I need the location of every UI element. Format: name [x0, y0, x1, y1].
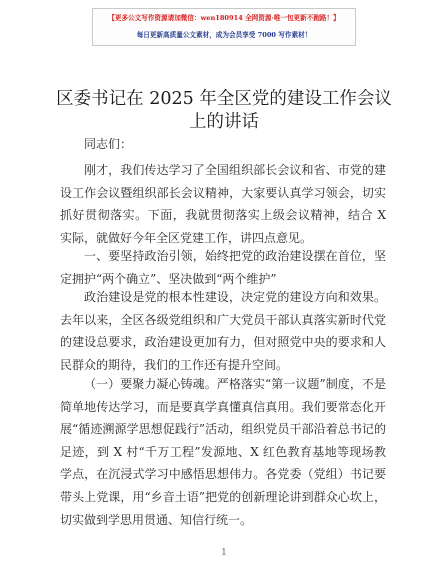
promo-banner: [92, 8, 356, 46]
promo-banner-line-2: 每日更新高质量公文素材，成为会员享受 7000 写作素材！: [136, 31, 312, 39]
document-title: 区委书记在 2025 年全区党的建设工作会议上的讲话: [56, 89, 392, 132]
subsection-1: （一）要聚力凝心铸魂。严格落实“第一议题”制度，不是简单地传达学习，而是要真学真懂真信真用。我们要常态化开展“循迹溯源学思想促践行”活动，组织党员干部沿着总书记的足迹，到 X 村“千万工程”发源地、X 红色教育基地等现场教学点，在沉浸式学习中感悟思想伟力。各党委（党组）书记要带头上党课，用“乡音土语”把党的创新理论讲到群众心坎上，切实做到学思用贯通、知信行统一。: [60, 377, 386, 527]
page-number: 1: [221, 548, 227, 558]
section-heading-1: 一、要坚持政治引领，始终把党的政治建设摆在首位，坚定拥护“两个确立”、坚决做到“两个维护”: [60, 249, 386, 286]
paragraph-opening: 刚才，我们传达学习了全国组织部长会议和省、市党的建设工作会议暨组织部长会议精神，大家要认真学习领会，切实抓好贯彻落实。下面，我就贯彻落实上级会议精神，结合 X 实际，就做好今年全区党建工作，讲四点意见。: [60, 163, 386, 245]
paragraph-political-building: 政治建设是党的根本性建设，决定党的建设方向和效果。去年以来，全区各级党组织和广大党员干部认真落实新时代党的建设总要求，政治建设更加有力，但对照党中央的要求和人民群众的期待，我们的工作还有提升空间。: [60, 290, 386, 372]
salutation: 同志们：: [84, 137, 133, 151]
promo-banner-line-1: 【更多公文写作资源请加微信：wen180914 全网资源·唯一包更新不跑路！】: [108, 14, 340, 22]
